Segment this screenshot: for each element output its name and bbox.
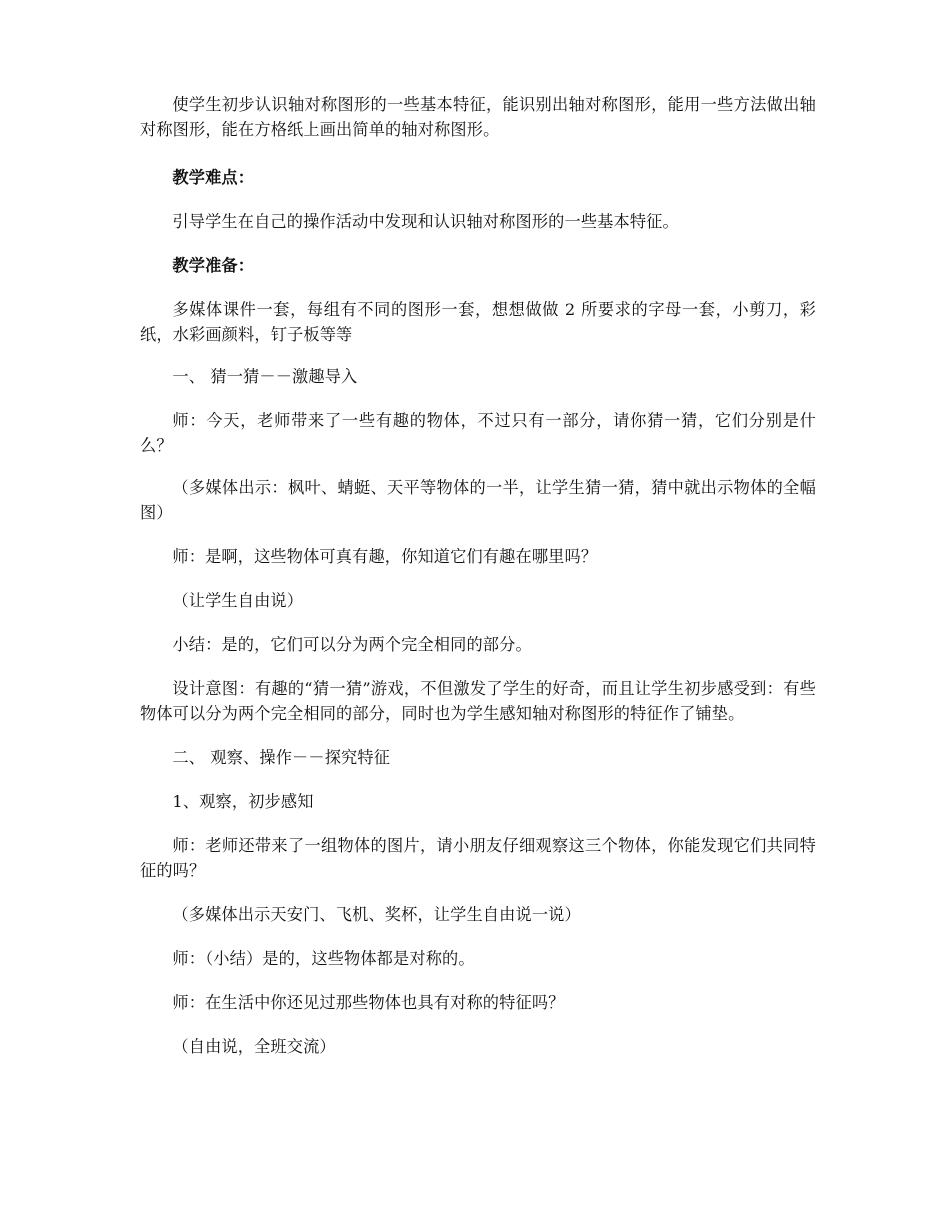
paragraph-teacher-pictures: 师：老师还带来了一组物体的图片，请小朋友仔细观察这三个物体，你能发现它们共同特征的吗？	[140, 836, 816, 880]
paragraph-class-discussion: （自由说，全班交流）	[172, 1037, 336, 1056]
paragraph-difficulty: 引导学生在自己的操作活动中发现和认识轴对称图形的一些基本特征。	[172, 212, 679, 231]
paragraph-student-free-talk: （让学生自由说）	[172, 591, 304, 610]
heading-teaching-difficulty: 教学难点：	[172, 168, 255, 187]
section-heading-observe: 二、 观察、操作－－探究特征	[172, 748, 391, 767]
paragraph-design-intent: 设计意图：有趣的“猜一猜”游戏，不但激发了学生的好奇，而且让学生初步感受到：有些物体可以分为两个完全相同的部分，同时也为学生感知轴对称图形的特征作了铺垫。	[140, 679, 816, 723]
paragraph-teacher-summary: 师：（小结）是的，这些物体都是对称的。	[172, 949, 475, 968]
paragraph-teacher-intro: 师：今天，老师带来了一些有趣的物体，不过只有一部分，请你猜一猜，它们分别是什么？	[140, 411, 816, 455]
paragraph-step-1: 1、观察，初步感知	[172, 792, 314, 811]
paragraph-teacher-life: 师：在生活中你还见过那些物体也具有对称的特征吗？	[172, 993, 565, 1012]
heading-teaching-preparation: 教学准备：	[172, 256, 255, 275]
document-page	[140, 92, 816, 1059]
paragraph-summary-1: 小结：是的，它们可以分为两个完全相同的部分。	[172, 635, 532, 654]
paragraph-media-leaves: （多媒体出示：枫叶、蜻蜓、天平等物体的一半，让学生猜一猜，猜中就出示物体的全幅图）	[140, 478, 816, 522]
paragraph-preparation: 多媒体课件一套，每组有不同的图形一套，想想做做 2 所要求的字母一套，小剪刀，彩纸，水彩画颜料，钉子板等等	[140, 300, 816, 344]
paragraph-objective: 使学生初步认识轴对称图形的一些基本特征，能识别出轴对称图形，能用一些方法做出轴对称图形，能在方格纸上画出简单的轴对称图形。	[140, 95, 816, 139]
paragraph-media-tiananmen: （多媒体出示天安门、飞机、奖杯，让学生自由说一说）	[172, 905, 581, 924]
paragraph-teacher-interesting: 师：是啊，这些物体可真有趣，你知道它们有趣在哪里吗？	[172, 547, 598, 566]
section-heading-guess: 一、 猜一猜－－激趣导入	[172, 367, 358, 386]
